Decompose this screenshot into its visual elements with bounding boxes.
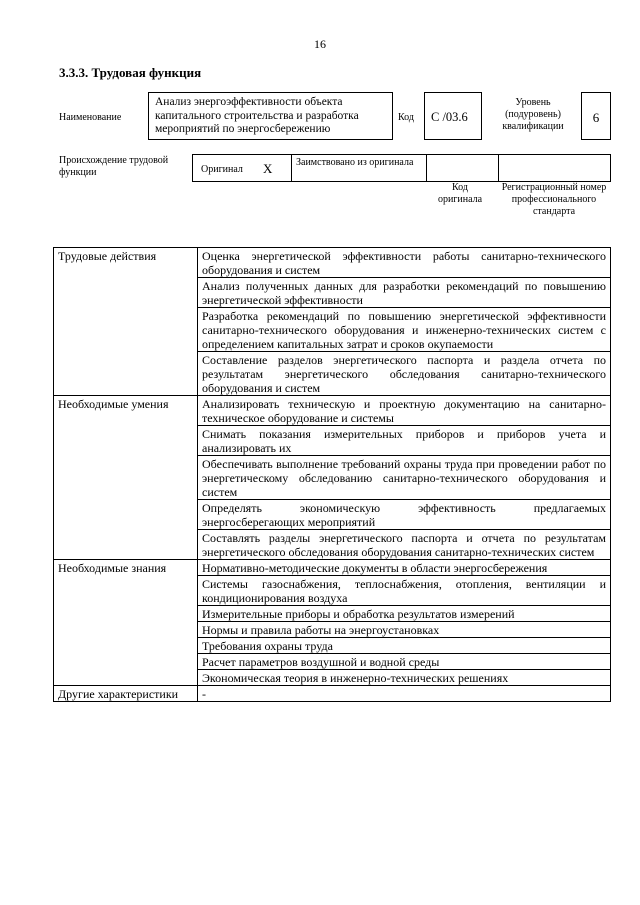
original-mark: X: [263, 161, 273, 176]
function-code: С /03.6: [424, 92, 482, 140]
knowledge-item: Нормативно-методические документы в области энергосбережения: [198, 560, 611, 576]
qualification-level: 6: [581, 92, 611, 140]
knowledge-item: Расчет параметров воздушной и водной среды: [198, 654, 611, 670]
original-cell: [193, 155, 292, 181]
reg-number-cell: [499, 155, 610, 181]
labor-action-item: Анализ полученных данных для разработки рекомендаций по повышению энергетической эффективности: [198, 278, 611, 308]
name-label: Наименование: [59, 112, 122, 123]
function-table: [53, 247, 611, 702]
skill-item: Анализировать техническую и проектную документацию на санитарно-техническое оборудование и системы: [198, 396, 611, 426]
knowledge-item: Системы газоснабжения, теплоснабжения, отопления, вентиляции и кондиционирования воздуха: [198, 576, 611, 606]
knowledge-item: Требования охраны труда: [198, 638, 611, 654]
borrowed-cell: Заимствовано из оригинала: [292, 155, 427, 181]
table-row: [54, 396, 611, 426]
original-label: Оригинал: [201, 164, 243, 175]
labor-action-item: Составление разделов энергетического паспорта и раздела отчета по результатам энергетического обследования санитарно-технического оборудования и систем: [198, 352, 611, 396]
labor-action-item: Разработка рекомендаций по повышению энергетической эффективности санитарно-технического оборудования и инженерно-технических систем с определением капитальных затрат и сроков окупаемости: [198, 308, 611, 352]
table-row: [54, 248, 611, 278]
skill-item: Снимать показания измерительных приборов и приборов учета и анализировать их: [198, 426, 611, 456]
code-original-cell: [427, 155, 499, 181]
table-row: [54, 560, 611, 576]
other-label: Другие характеристики: [54, 686, 198, 702]
page-number: 16: [314, 37, 326, 51]
knowledge-item: Экономическая теория в инженерно-технических решениях: [198, 670, 611, 686]
knowledge-item: Нормы и правила работы на энергоустановках: [198, 622, 611, 638]
skill-item: Определять экономическую эффективность предлагаемых энергосберегающих мероприятий: [198, 500, 611, 530]
skill-item: Составлять разделы энергетического паспорта и отчета по результатам энергетического обследования оборудования санитарно-технических систем: [198, 530, 611, 560]
reg-number-label: Регистрационный номер профессионального стандарта: [501, 182, 607, 217]
origin-label: Происхождение трудовой функции: [59, 155, 169, 178]
skills-label: Необходимые умения: [54, 396, 198, 560]
section-title: 3.3.3. Трудовая функция: [59, 65, 202, 80]
other-value: -: [198, 686, 611, 702]
knowledge-item: Измерительные приборы и обработка результатов измерений: [198, 606, 611, 622]
labor-action-item: Оценка энергетической эффективности работы санитарно-технического оборудования и систем: [198, 248, 611, 278]
code-label: Код: [398, 112, 414, 123]
level-label: Уровень (подуровень) квалификации: [502, 97, 564, 132]
code-original-label: Код оригинала: [437, 182, 483, 205]
origin-table: [192, 154, 611, 182]
labor-actions-label: Трудовые действия: [54, 248, 198, 396]
knowledge-label: Необходимые знания: [54, 560, 198, 686]
table-row: [54, 686, 611, 702]
function-name: Анализ энергоэффективности объекта капитального строительства и разработка мероприятий по энергосбережению: [148, 92, 393, 140]
skill-item: Обеспечивать выполнение требований охраны труда при проведении работ по энергетическому обследованию санитарно-технического оборудования и систем: [198, 456, 611, 500]
